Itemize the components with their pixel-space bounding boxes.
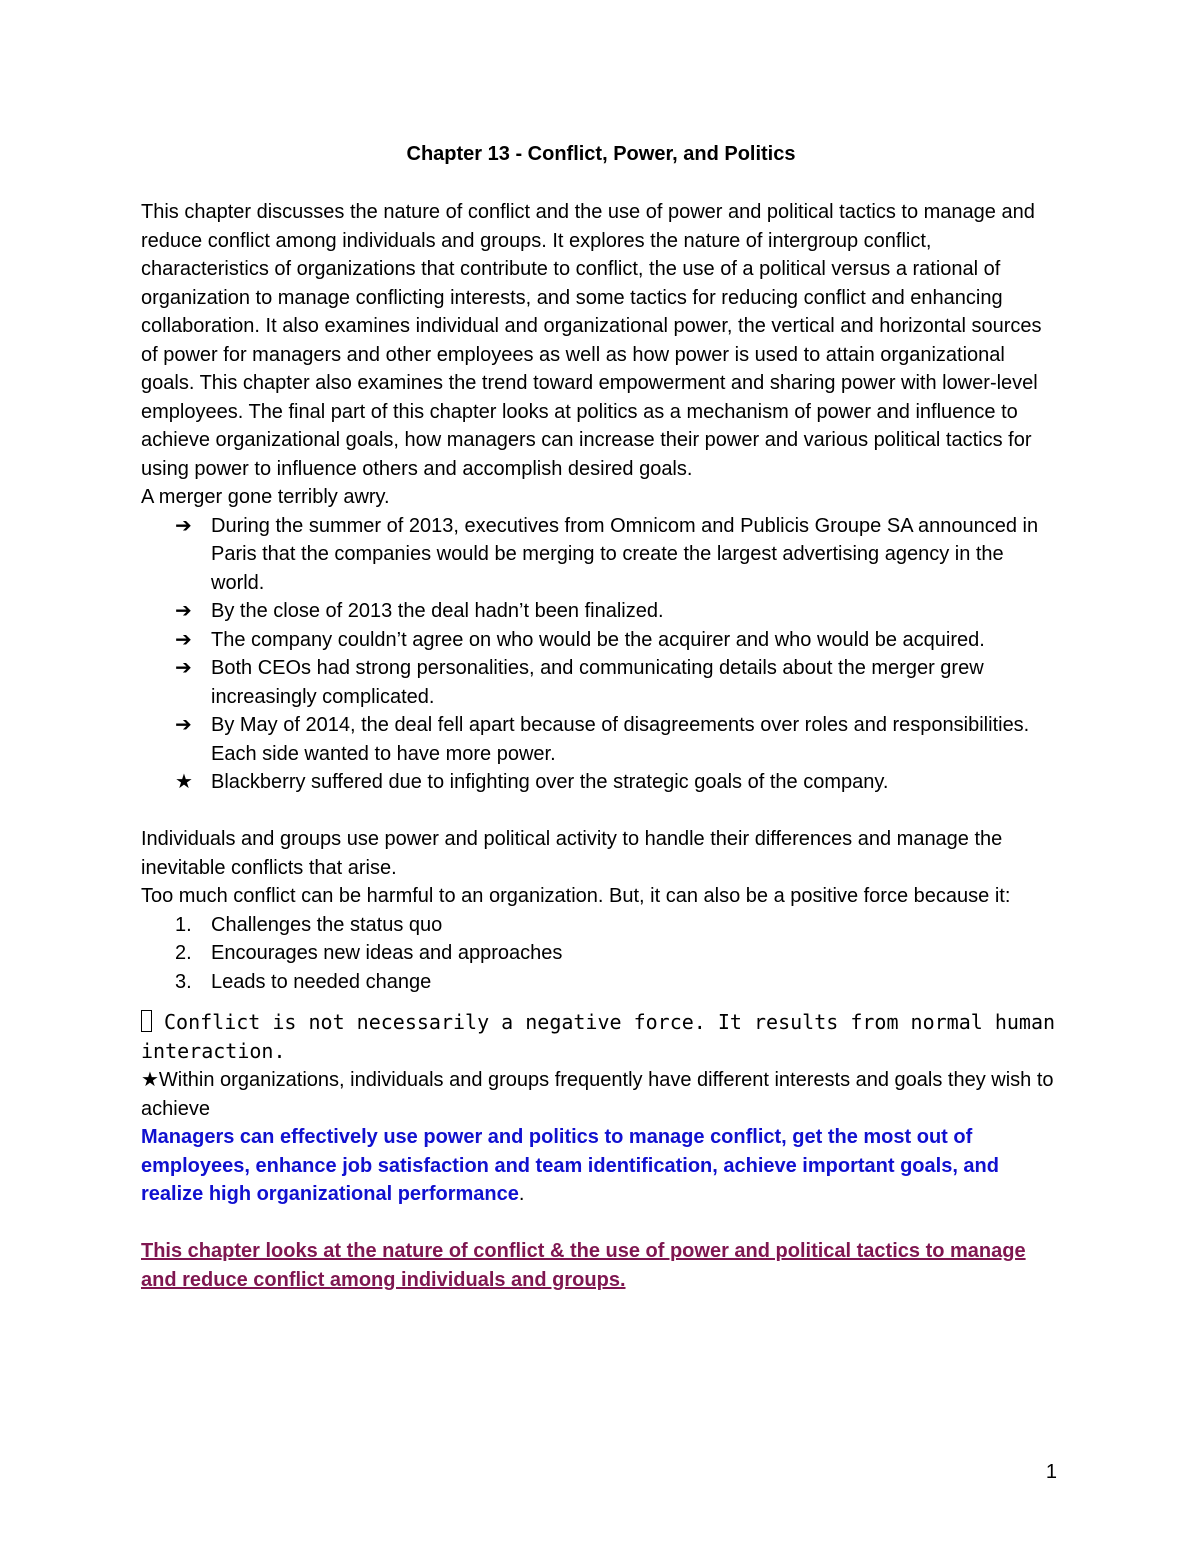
list-item bbox=[141, 911, 1061, 940]
list-item bbox=[141, 968, 1061, 997]
list-number: 2. bbox=[175, 942, 192, 964]
list-item bbox=[141, 939, 1061, 968]
list-item-text: Challenges the status quo bbox=[211, 913, 443, 936]
list-item-text: Both CEOs had strong personalities, and communicating details about the merger grew increasingly complicated. bbox=[211, 657, 984, 708]
list-item-text: By May of 2014, the deal fell apart because of disagreements over roles and responsibilities. Each side wanted to have more power. bbox=[211, 714, 1030, 765]
list-item-text: By the close of 2013 the deal hadn’t been finalized. bbox=[211, 600, 664, 622]
star-bullet-icon: ★ bbox=[175, 771, 193, 793]
list-item-text: During the summer of 2013, executives from Omnicom and Publicis Groupe SA announced in Paris that the companies would be merging to create the largest advertising agency in the world. bbox=[211, 514, 1039, 594]
page-number: 1 bbox=[1045, 1461, 1057, 1483]
arrow-bullet-icon: ➔ bbox=[175, 600, 192, 622]
mono-statement bbox=[141, 1008, 1061, 1066]
list-item-text: Leads to needed change bbox=[211, 970, 432, 993]
list-item bbox=[141, 626, 1061, 655]
list-number: 1. bbox=[175, 913, 192, 936]
list-item bbox=[141, 512, 1061, 598]
list-item-text: The company couldn’t agree on who would be the acquirer and who would be acquired. bbox=[211, 628, 985, 651]
groups-paragraph: Individuals and groups use power and political activity to handle their differences and manage the inevitable conflicts that arise. bbox=[141, 828, 1003, 879]
arrow-bullet-icon: ➔ bbox=[175, 714, 192, 736]
list-item bbox=[141, 654, 1061, 711]
star-statement: ★Within organizations, individuals and groups frequently have different interests and goals they wish to achieve bbox=[141, 1069, 1054, 1120]
blank-line bbox=[141, 1209, 1061, 1238]
merger-heading: A merger gone terribly awry. bbox=[141, 486, 390, 508]
blue-statement bbox=[141, 1123, 1061, 1209]
positive-force-list bbox=[141, 911, 1061, 997]
arrow-bullet-icon: ➔ bbox=[175, 628, 192, 651]
arrow-bullet-icon: ➔ bbox=[175, 514, 192, 537]
blue-statement-text: Managers can effectively use power and politics to manage conflict, get the most out of employees, enhance job satisfaction and team identification, achieve important goals, and realize high organizational performance bbox=[141, 1126, 999, 1205]
arrow-bullet-icon: ➔ bbox=[175, 657, 192, 679]
blue-statement-period: . bbox=[518, 1183, 525, 1205]
document-title: Chapter 13 - Conflict, Power, and Politics bbox=[406, 143, 796, 165]
intro-paragraph: This chapter discusses the nature of conflict and the use of power and political tactics to manage and reduce conflict among individuals and groups. It explores the nature of intergroup conflict, characteristics of organizations that contribute to conflict, the use of a political versus a rational of organization to manage conflicting interests, and some tactics for reducing conflict and enhancing collaboration. It also examines individual and organizational power, the vertical and horizontal sources of power for managers and other employees as well as how power is used to attain organizational goals. This chapter also examines the trend toward empowerment and sharing power with lower-level employees. The final part of this chapter looks at politics as a mechanism of power and influence to achieve organizational goals, how managers can increase their power and various political tactics for using power to influence others and accomplish desired goals. bbox=[141, 201, 1042, 480]
list-item bbox=[141, 711, 1061, 768]
missing-glyph-icon bbox=[141, 1010, 152, 1032]
list-item-text: Encourages new ideas and approaches bbox=[211, 942, 563, 964]
list-item-text: Blackberry suffered due to infighting over the strategic goals of the company. bbox=[211, 771, 889, 793]
list-item bbox=[141, 768, 1061, 797]
merger-list bbox=[141, 512, 1061, 797]
too-much-conflict-paragraph: Too much conflict can be harmful to an organization. But, it can also be a positive force because it: bbox=[141, 885, 1011, 907]
blank-line bbox=[141, 797, 1061, 826]
list-item bbox=[141, 597, 1061, 626]
purple-statement: This chapter looks at the nature of conflict & the use of power and political tactics to manage and reduce conflict among individuals and groups. bbox=[141, 1240, 1026, 1291]
mono-statement-text: Conflict is not necessarily a negative force. It results from normal human interaction. bbox=[141, 1010, 1056, 1063]
list-number: 3. bbox=[175, 970, 192, 993]
document-page bbox=[141, 138, 1061, 1294]
